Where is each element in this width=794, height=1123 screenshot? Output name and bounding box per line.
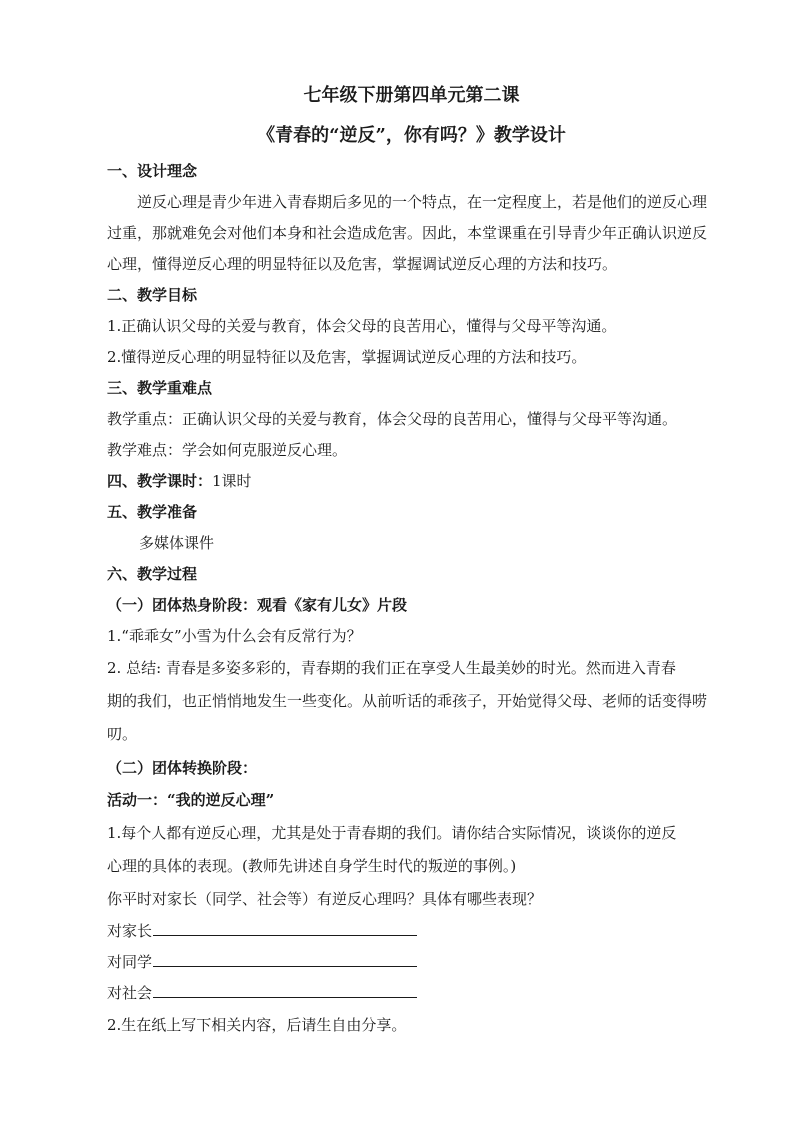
- stage1-summary-line-1: 2. 总结: 青春是多姿多彩的，青春期的我们正在享受人生最美妙的时光。然而进入青春: [107, 659, 676, 677]
- activity1-task-2: 2.生在纸上写下相关内容，后请生自由分享。: [107, 1016, 407, 1034]
- key-point: 教学重点：正确认识父母的关爱与教育，体会父母的良苦用心，懂得与父母平等沟通。: [107, 410, 678, 428]
- goal-item-2: 2.懂得逆反心理的明显特征以及危害，掌握调试逆反心理的方法和技巧。: [107, 348, 587, 366]
- stage1-heading: （一）团体热身阶段：观看《家有儿女》片段: [107, 596, 408, 614]
- page-title: 七年级下册第四单元第二课: [303, 85, 520, 106]
- page-subtitle: 《青春的“逆反”，你有吗？》教学设计: [257, 125, 566, 146]
- blank-row-parents: [107, 916, 716, 947]
- blank-label-classmates: 对同学: [107, 953, 153, 971]
- concept-text-line-1: 逆反心理是青少年进入青春期后多见的一个特点，在一定程度上，若是他们的逆反心理: [137, 193, 708, 211]
- activity1-question: 你平时对家长（同学、社会等）有逆反心理吗？具体有哪些表现？: [107, 890, 543, 908]
- preparation-heading: 五、教学准备: [107, 503, 198, 521]
- stage1-question-1: 1.“乖乖女”小雪为什么会有反常行为？: [107, 627, 362, 645]
- goals-heading: 二、教学目标: [107, 286, 198, 304]
- class-hours-label: 四、教学课时：: [107, 472, 213, 490]
- activity1-task-line-2: 心理的具体的表现。(教师先讲述自身学生时代的叛逆的事例。): [107, 857, 517, 875]
- answer-line-classmates[interactable]: [153, 950, 417, 967]
- key-points-heading: 三、教学重难点: [107, 379, 213, 397]
- answer-line-society[interactable]: [153, 981, 417, 998]
- class-hours: [107, 466, 716, 497]
- blank-row-classmates: [107, 947, 716, 978]
- preparation-item: 多媒体课件: [139, 534, 215, 552]
- concept-text-line-2: 过重，那就难免会对他们本身和社会造成危害。因此，本堂课重在引导青少年正确认识逆反: [107, 224, 708, 242]
- stage1-summary-line-3: 叨。: [107, 725, 138, 743]
- blank-label-society: 对社会: [107, 984, 153, 1002]
- class-hours-value: 1课时: [212, 472, 252, 490]
- activity1-task-line-1: 1.每个人都有逆反心理，尤其是处于青春期的我们。请你结合实际情况，谈谈你的逆反: [107, 824, 677, 842]
- concept-text-line-3: 心理，懂得逆反心理的明显特征以及危害，掌握调试逆反心理的方法和技巧。: [107, 255, 618, 273]
- goal-item-1: 1.正确认识父母的关爱与教育，体会父母的良苦用心，懂得与父母平等沟通。: [107, 317, 617, 335]
- concept-heading: 一、设计理念: [107, 162, 198, 180]
- blank-label-parents: 对家长: [107, 922, 153, 940]
- activity1-heading: 活动一：“我的逆反心理”: [107, 791, 275, 809]
- stage1-summary-line-2: 期的我们，也正悄悄地发生一些变化。从前听话的乖孩子，开始觉得父母、老师的话变得唠: [107, 692, 708, 710]
- stage2-heading: （二）团体转换阶段：: [107, 759, 258, 777]
- blank-row-society: [107, 978, 716, 1009]
- difficult-point: 教学难点：学会如何克服逆反心理。: [107, 441, 348, 459]
- process-heading: 六、教学过程: [107, 565, 198, 583]
- answer-line-parents[interactable]: [153, 919, 417, 936]
